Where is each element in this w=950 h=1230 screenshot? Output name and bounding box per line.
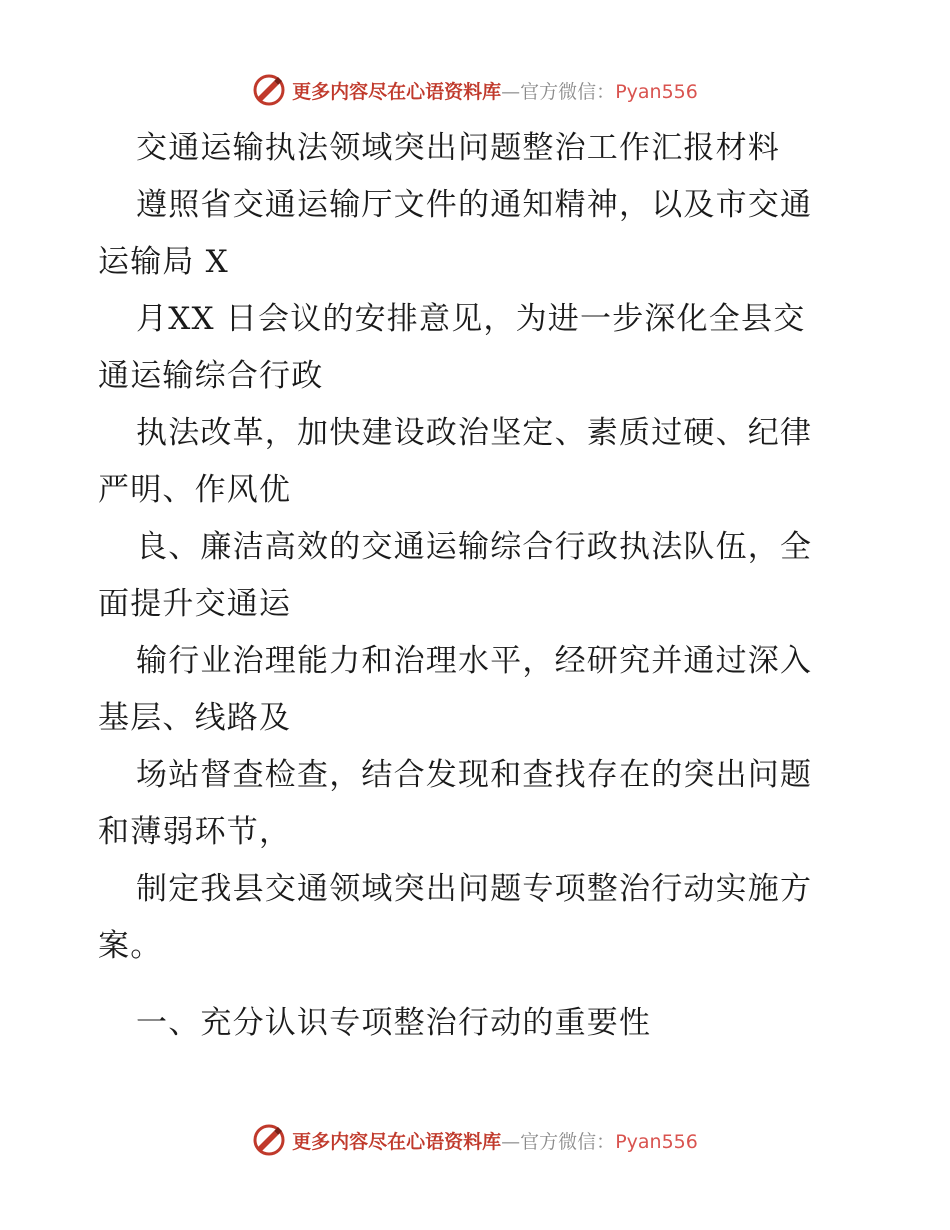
section-heading: 一、充分认识专项整治行动的重要性	[136, 1005, 652, 1041]
paragraph-line: 和薄弱环节，	[98, 814, 292, 850]
watermark-text	[292, 1127, 698, 1154]
watermark-main: 更多内容尽在心语资料库	[292, 1130, 502, 1153]
watermark-label: 官方微信：	[520, 1130, 616, 1153]
paragraph-line: 严明、作风优	[98, 472, 292, 508]
paragraph-line: 通运输综合行政	[98, 358, 324, 394]
pen-logo-icon	[252, 73, 286, 107]
document-title: 交通运输执法领域突出问题整治工作汇报材料	[136, 130, 780, 166]
watermark-label: 官方微信：	[520, 80, 616, 103]
paragraph-line: 案。	[98, 928, 163, 964]
paragraph-line: 面提升交通运	[98, 586, 292, 622]
paragraph-line: 输行业治理能力和治理水平，经研究并通过深入	[136, 643, 813, 679]
pen-logo-icon	[252, 1123, 286, 1157]
watermark-dash: —	[501, 1130, 521, 1153]
watermark-text	[292, 77, 698, 104]
watermark-dash: —	[501, 80, 521, 103]
watermark-id: Pyan556	[615, 1130, 698, 1153]
paragraph-line: 执法改革，加快建设政治坚定、素质过硬、纪律	[136, 415, 813, 451]
paragraph-line: 运输局 X	[98, 244, 229, 280]
paragraph-line: 制定我县交通领域突出问题专项整治行动实施方	[136, 871, 813, 907]
paragraph-line: 基层、线路及	[98, 700, 292, 736]
watermark-id: Pyan556	[615, 80, 698, 103]
paragraph-line: 良、廉洁高效的交通运输综合行政执法队伍，全	[136, 529, 813, 565]
header-watermark	[0, 70, 950, 110]
paragraph-line: 遵照省交通运输厅文件的通知精神，以及市交通	[136, 187, 813, 223]
paragraph-line: 月XX 日会议的安排意见，为进一步深化全县交	[136, 301, 806, 337]
watermark-main: 更多内容尽在心语资料库	[292, 80, 502, 103]
footer-watermark	[0, 1120, 950, 1160]
paragraph-line: 场站督查检查，结合发现和查找存在的突出问题	[136, 757, 813, 793]
